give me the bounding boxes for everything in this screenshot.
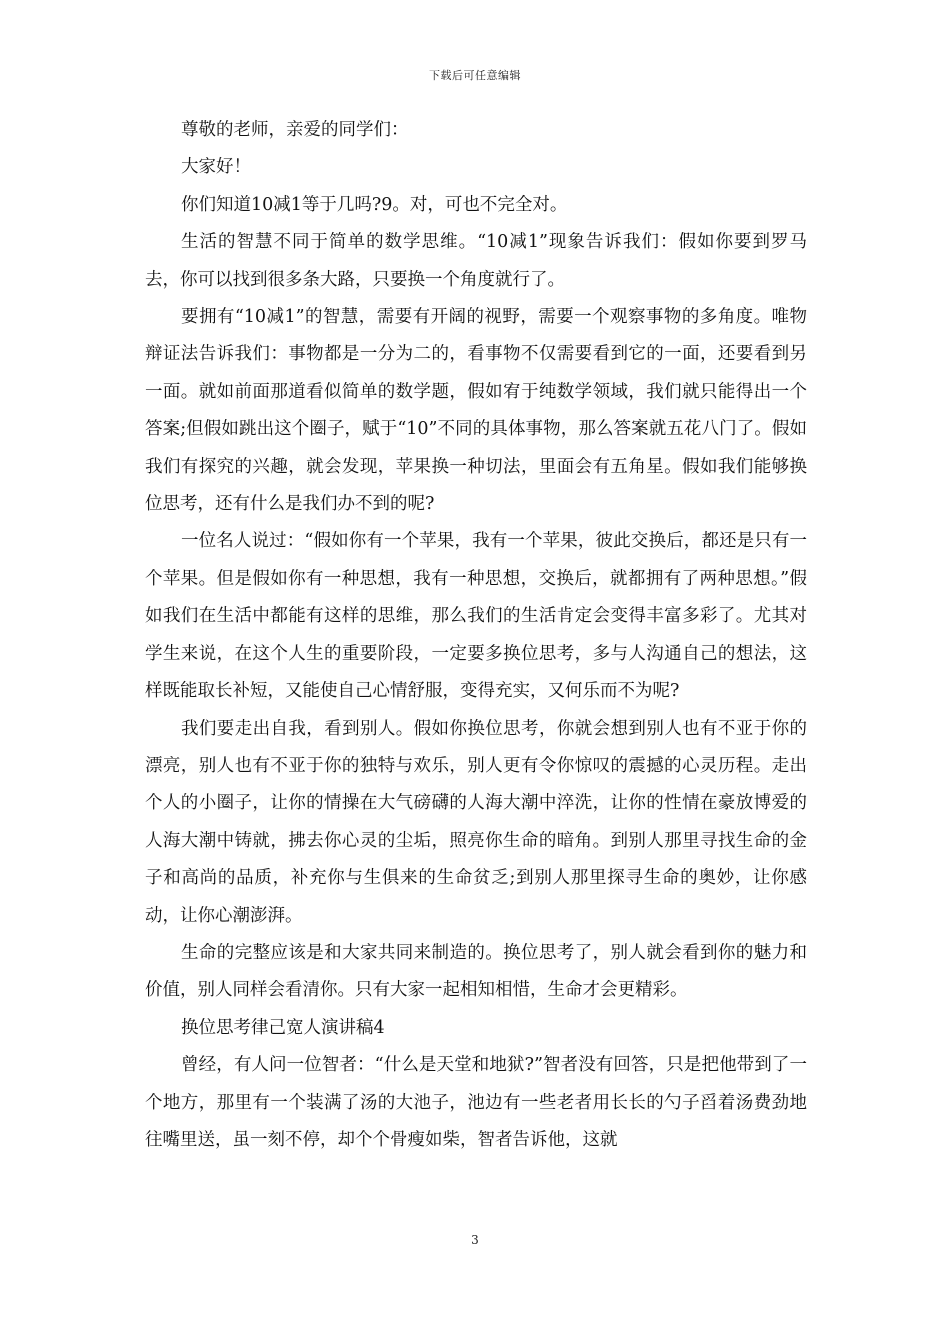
paragraph: 生活的智慧不同于简单的数学思维。“10减1”现象告诉我们：假如你要到罗马去，你可以找到很多条大路，只要换一个角度就行了。 [145,232,807,290]
greeting: 大家好！ [181,157,251,178]
paragraph: 要拥有“10减1”的智慧，需要有开阔的视野，需要一个观察事物的多角度。唯物辩证法告诉我们：事物都是一分为二的，看事物不仅需要看到它的一面，还要看到另一面。就如前面那道看似简单的数学题，假如宥于纯数学领域，我们就只能得出一个答案;但假如跳出这个圈子，赋于“10”不同的具体事物，那么答案就五花八门了。假如我们有探究的兴趣，就会发现，苹果换一种切法，里面会有五角星。假如我们能够换位思考，还有什么是我们办不到的呢? [145,307,807,515]
page-header: 下载后可任意编辑 [429,69,521,82]
section-title: 换位思考律己宽人演讲稿4 [181,1017,385,1038]
paragraph: 我们要走出自我，看到别人。假如你换位思考，你就会想到别人也有不亚于你的漂亮，别人也有不亚于你的独特与欢乐，别人更有令你惊叹的震撼的心灵历程。走出个人的小圈子，让你的情操在大气磅礴的人海大潮中淬洗，让你的性情在豪放博爱的人海大潮中铸就，拂去你心灵的尘垢，照亮你生命的暗角。到别人那里寻找生命的金子和高尚的品质，补充你与生俱来的生命贫乏;到别人那里探寻生命的奥妙，让你感动，让你心潮澎湃。 [145,718,807,926]
paragraph: 你们知道10减1等于几吗?9。对，可也不完全对。 [181,194,568,215]
salutation: 尊敬的老师，亲爱的同学们： [181,120,409,140]
paragraph: 生命的完整应该是和大家共同来制造的。换位思考了，别人就会看到你的魅力和价值，别人同样会看清你。只有大家一起相知相惜，生命才会更精彩。 [145,942,807,1001]
paragraph: 曾经，有人问一位智者：“什么是天堂和地狱?”智者没有回答，只是把他带到了一个地方，那里有一个装满了汤的大池子，池边有一些老者用长长的勺子舀着汤费劲地往嘴里送，虽一刻不停，却个个骨瘦如柴，智者告诉他，这就 [145,1055,807,1150]
page-number: 3 [471,1233,479,1247]
paragraph: 一位名人说过：“假如你有一个苹果，我有一个苹果，彼此交换后，都还是只有一个苹果。但是假如你有一种思想，我有一种思想，交换后，就都拥有了两种思想。”假如我们在生活中都能有这样的思维，那么我们的生活肯定会变得丰富多彩了。尤其对学生来说，在这个人生的重要阶段，一定要多换位思考，多与人沟通自己的想法，这样既能取长补短，又能使自己心情舒服，变得充实，又何乐而不为呢? [145,531,807,702]
document-body [145,112,807,1159]
